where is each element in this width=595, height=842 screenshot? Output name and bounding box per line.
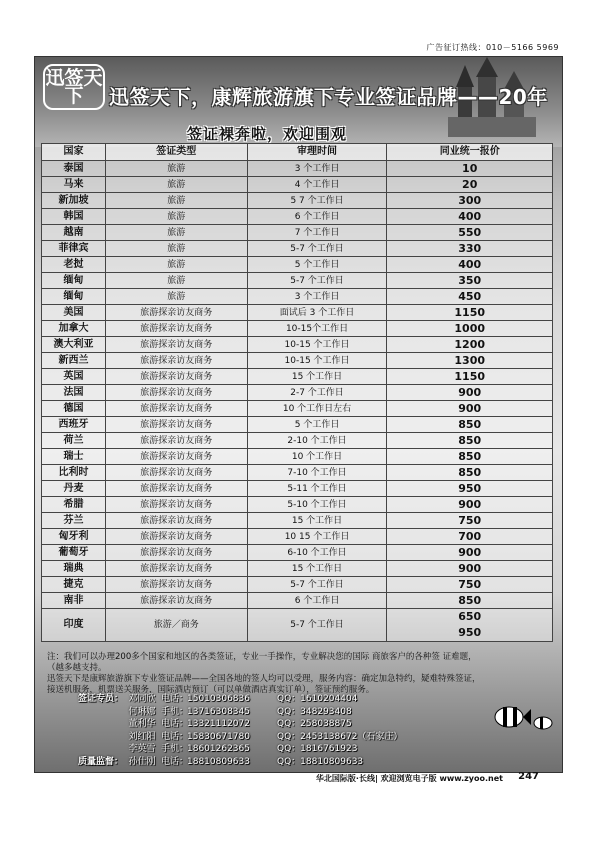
contact-qq: QQ：1610204404: [277, 694, 358, 704]
contact-name: 董利华: [128, 719, 156, 730]
cell-visa-type: 旅游探亲访友商务: [105, 465, 247, 481]
cell-processing-time: 3 个工作日: [247, 161, 387, 177]
cell-country: 瑞典: [42, 561, 106, 577]
table-row: [42, 161, 553, 177]
cell-country: 西班牙: [42, 417, 106, 433]
cell-country: 韩国: [42, 209, 106, 225]
cell-price: 850: [387, 465, 553, 481]
ad-hotline: 广告征订热线：010－5166 5969: [426, 43, 559, 52]
headline: 迅签天下，康辉旅游旗下专业签证品牌——20年: [109, 85, 548, 109]
cell-price: 400: [387, 257, 553, 273]
cell-visa-type: 旅游探亲访友商务: [105, 305, 247, 321]
cell-processing-time: 3 个工作日: [247, 289, 387, 305]
cell-country: 匈牙利: [42, 529, 106, 545]
cell-price: 1000: [387, 321, 553, 337]
cell-price: 750: [387, 577, 553, 593]
cell-country: 瑞士: [42, 449, 106, 465]
cell-visa-type: 旅游: [105, 289, 247, 305]
table-row: [42, 401, 553, 417]
cell-processing-time: 2-7 个工作日: [247, 385, 387, 401]
cell-visa-type: 旅游探亲访友商务: [105, 401, 247, 417]
cell-country: 荷兰: [42, 433, 106, 449]
table-row: [42, 305, 553, 321]
cell-processing-time: 15 个工作日: [247, 561, 387, 577]
contact-phone: 13321112072: [187, 719, 250, 730]
cell-processing-time: 15 个工作日: [247, 369, 387, 385]
cell-visa-type: 旅游探亲访友商务: [105, 545, 247, 561]
cell-processing-time: 7 个工作日: [247, 225, 387, 241]
table-row: [42, 609, 553, 642]
cell-price: 950: [387, 481, 553, 497]
contact-phone-type: 手机：: [161, 706, 189, 717]
cell-processing-time: 5-7 个工作日: [247, 241, 387, 257]
fish-illustration: [487, 697, 557, 737]
cell-country: 法国: [42, 385, 106, 401]
table-row: [42, 433, 553, 449]
header-price: 同业统一报价: [387, 144, 553, 161]
contact-qq: QQ：258038875: [277, 719, 352, 730]
table-header-row: [42, 144, 553, 161]
table-row: [42, 353, 553, 369]
cell-country: 新西兰: [42, 353, 106, 369]
visa-ad-panel: [34, 56, 563, 773]
cell-price: 1300: [387, 353, 553, 369]
cell-processing-time: 5-11 个工作日: [247, 481, 387, 497]
cell-visa-type: 旅游: [105, 225, 247, 241]
cell-country: 捷克: [42, 577, 106, 593]
cell-processing-time: 15 个工作日: [247, 513, 387, 529]
cell-visa-type: 旅游探亲访友商务: [105, 513, 247, 529]
cell-price: 900: [387, 385, 553, 401]
cell-country: 葡萄牙: [42, 545, 106, 561]
cell-visa-type: 旅游: [105, 161, 247, 177]
contact-row: [65, 743, 485, 756]
contact-name: 何琳娜: [128, 706, 156, 717]
contact-phone: 13716308345: [187, 706, 250, 717]
cell-country: 比利时: [42, 465, 106, 481]
cell-price: 850: [387, 433, 553, 449]
cell-price: 900: [387, 561, 553, 577]
cell-processing-time: 5 7 个工作日: [247, 193, 387, 209]
contact-label: [65, 743, 123, 756]
cell-visa-type: 旅游探亲访友商务: [105, 417, 247, 433]
table-row: [42, 241, 553, 257]
contact-label: [65, 731, 123, 744]
contact-phone: 18810809633: [187, 756, 250, 767]
cell-visa-type: 旅游: [105, 257, 247, 273]
cell-country: 印度: [42, 609, 106, 642]
cell-price: 750: [387, 513, 553, 529]
subheadline: 签证裸奔啦，欢迎围观: [187, 125, 348, 143]
table-row: [42, 193, 553, 209]
note-line: 迅签天下是康辉旅游旗下专业签证品牌——全国各地的签人均可以受理，服务内容：确定加急特约，疑难特殊签证，: [47, 674, 481, 684]
cell-country: 丹麦: [42, 481, 106, 497]
cell-country: 芬兰: [42, 513, 106, 529]
cell-visa-type: 旅游探亲访友商务: [105, 337, 247, 353]
contact-list: [65, 693, 485, 769]
page-footer: [0, 771, 561, 785]
cell-price: 900: [387, 545, 553, 561]
cell-visa-type: 旅游／商务: [105, 609, 247, 642]
cell-country: 希腊: [42, 497, 106, 513]
cell-price: 900: [387, 401, 553, 417]
cell-processing-time: 10-15 个工作日: [247, 337, 387, 353]
contact-qq: QQ：1816761923: [277, 744, 358, 755]
cell-processing-time: 6-10 个工作日: [247, 545, 387, 561]
cell-processing-time: 10-15 个工作日: [247, 353, 387, 369]
cell-visa-type: 旅游: [105, 193, 247, 209]
brand-logo: 迅签天下: [43, 64, 105, 110]
cell-processing-time: 10 个工作日: [247, 449, 387, 465]
cell-visa-type: 旅游探亲访友商务: [105, 497, 247, 513]
contact-qq: QQ：18810809633: [277, 756, 364, 767]
table-row: [42, 593, 553, 609]
contact-label: [65, 718, 123, 731]
contact-row: [65, 756, 485, 769]
cell-processing-time: 6 个工作日: [247, 593, 387, 609]
cell-visa-type: 旅游: [105, 177, 247, 193]
contact-phone-type: 电话：: [161, 694, 189, 704]
cell-visa-type: 旅游探亲访友商务: [105, 577, 247, 593]
cell-country: 缅甸: [42, 289, 106, 305]
table-row: [42, 529, 553, 545]
table-row: [42, 337, 553, 353]
cell-processing-time: 10 个工作日左右: [247, 401, 387, 417]
table-row: [42, 545, 553, 561]
contact-phone-type: 电话：: [161, 719, 189, 730]
cell-processing-time: 7-10 个工作日: [247, 465, 387, 481]
cell-processing-time: 6 个工作日: [247, 209, 387, 225]
table-row: [42, 273, 553, 289]
contact-qq: QQ：2453138672（石家庄）: [277, 731, 403, 742]
cell-price: 450: [387, 289, 553, 305]
cell-processing-time: 5-7 个工作日: [247, 577, 387, 593]
note-line: 接送机服务，机票送关服务，国际酒店预订（可以单做酒店真实订单），签证预约服务。: [47, 685, 375, 695]
notes-block: [47, 652, 553, 696]
cell-price: 700: [387, 529, 553, 545]
cell-price: 900: [387, 497, 553, 513]
cell-visa-type: 旅游: [105, 273, 247, 289]
cell-processing-time: 2-10 个工作日: [247, 433, 387, 449]
contact-row: [65, 706, 485, 719]
cell-country: 菲律宾: [42, 241, 106, 257]
cell-visa-type: 旅游探亲访友商务: [105, 385, 247, 401]
table-row: [42, 289, 553, 305]
contact-phone-type: 手机：: [161, 744, 189, 755]
cell-price: 330: [387, 241, 553, 257]
cell-country: 加拿大: [42, 321, 106, 337]
cell-processing-time: 5-10 个工作日: [247, 497, 387, 513]
table-row: [42, 577, 553, 593]
contact-label: 签证专员：: [77, 694, 123, 704]
note-line: 注：我们可以办理200多个国家和地区的各类签证，专业一手操作，专业解决您的国际 商旅客户的各种签 证难题，: [47, 652, 477, 662]
note-line: （越多越支持。: [47, 663, 107, 673]
cell-price: 1150: [387, 305, 553, 321]
header-country: 国家: [42, 144, 106, 161]
table-row: [42, 225, 553, 241]
table-row: [42, 497, 553, 513]
visa-price-table: [41, 143, 553, 642]
table-row: [42, 465, 553, 481]
cell-processing-time: 面试后 3 个工作日: [247, 305, 387, 321]
cell-visa-type: 旅游探亲访友商务: [105, 561, 247, 577]
cell-visa-type: 旅游探亲访友商务: [105, 433, 247, 449]
cell-price: 850: [387, 417, 553, 433]
cell-visa-type: 旅游: [105, 241, 247, 257]
cell-country: 南非: [42, 593, 106, 609]
cell-price: 350: [387, 273, 553, 289]
contact-phone: 15010306836: [187, 694, 250, 704]
contact-qq: QQ：348293408: [277, 706, 352, 717]
contact-name: 邓同欣: [128, 694, 156, 704]
contact-row: [65, 731, 485, 744]
price-multiple-entry: 950: [458, 626, 482, 639]
cell-visa-type: 旅游探亲访友商务: [105, 353, 247, 369]
table-row: [42, 513, 553, 529]
price-single-entry: 650: [458, 610, 482, 623]
cell-price: 300: [387, 193, 553, 209]
cell-visa-type: 旅游探亲访友商务: [105, 369, 247, 385]
cell-processing-time: 5 个工作日: [247, 417, 387, 433]
cell-visa-type: 旅游探亲访友商务: [105, 529, 247, 545]
cell-price: 1200: [387, 337, 553, 353]
page-number: 247: [518, 771, 539, 782]
cell-country: 新加坡: [42, 193, 106, 209]
cell-price: 1150: [387, 369, 553, 385]
contact-row: [65, 718, 485, 731]
cell-price: 400: [387, 209, 553, 225]
cell-country: 澳大利亚: [42, 337, 106, 353]
cell-processing-time: 10 15 个工作日: [247, 529, 387, 545]
cell-country: 马来: [42, 177, 106, 193]
cell-country: 老挝: [42, 257, 106, 273]
cell-price: 550: [387, 225, 553, 241]
table-row: [42, 385, 553, 401]
cell-price: [387, 609, 553, 642]
cell-processing-time: 10-15个工作日: [247, 321, 387, 337]
table-row: [42, 321, 553, 337]
cell-price: 850: [387, 449, 553, 465]
table-row: [42, 449, 553, 465]
footer-text: 华北国际版·长线| 欢迎浏览电子版 www.zyoo.net: [315, 774, 503, 783]
table-row: [42, 209, 553, 225]
cell-processing-time: 5-7 个工作日: [247, 609, 387, 642]
contact-label: [65, 706, 123, 719]
table-row: [42, 417, 553, 433]
cell-country: 英国: [42, 369, 106, 385]
contact-name: 刘红阳: [128, 731, 156, 742]
contact-phone-type: 电话：: [161, 731, 189, 742]
cell-processing-time: 4 个工作日: [247, 177, 387, 193]
cell-visa-type: 旅游探亲访友商务: [105, 481, 247, 497]
table-row: [42, 369, 553, 385]
cell-visa-type: 旅游探亲访友商务: [105, 321, 247, 337]
cell-processing-time: 5 个工作日: [247, 257, 387, 273]
contact-row: [65, 693, 485, 706]
cell-processing-time: 5-7 个工作日: [247, 273, 387, 289]
table-row: [42, 257, 553, 273]
cell-visa-type: 旅游: [105, 209, 247, 225]
cell-visa-type: 旅游探亲访友商务: [105, 593, 247, 609]
contact-name: 孙仕刚: [128, 756, 156, 767]
cell-country: 越南: [42, 225, 106, 241]
cell-country: 缅甸: [42, 273, 106, 289]
table-row: [42, 481, 553, 497]
cell-price: 850: [387, 593, 553, 609]
contact-name: 李英雪: [128, 744, 156, 755]
cell-visa-type: 旅游探亲访友商务: [105, 449, 247, 465]
cell-country: 泰国: [42, 161, 106, 177]
cell-price: 20: [387, 177, 553, 193]
cell-price: 10: [387, 161, 553, 177]
contact-phone: 18601262365: [187, 744, 250, 755]
table-body: [42, 161, 553, 609]
contact-label: 质量监督：: [77, 756, 123, 767]
table-row: [42, 561, 553, 577]
contact-phone-type: 电话：: [161, 756, 189, 767]
header-visa-type: 签证类型: [105, 144, 247, 161]
cell-country: 德国: [42, 401, 106, 417]
header-processing-time: 审理时间: [247, 144, 387, 161]
cell-country: 美国: [42, 305, 106, 321]
table-row: [42, 177, 553, 193]
contact-phone: 15830671780: [187, 731, 250, 742]
